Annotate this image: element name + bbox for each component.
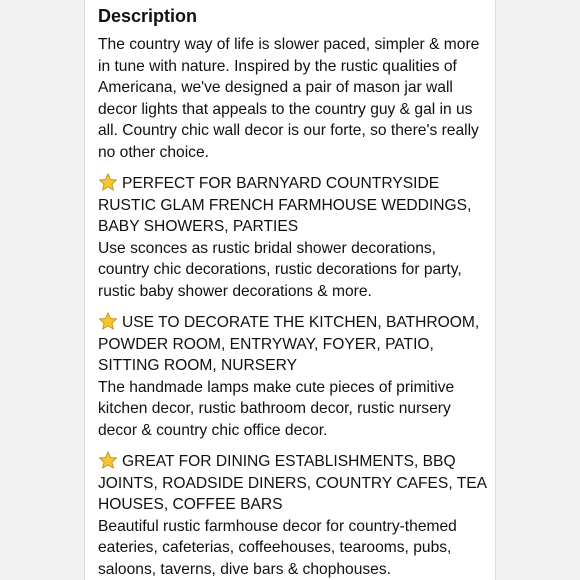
feature-title-text: GREAT FOR DINING ESTABLISHMENTS, BBQ JOINTS, ROADSIDE DINERS, COUNTRY CAFES, TEA HOUSES, COFFEE BARS [98,453,487,513]
description-heading: Description [98,6,198,26]
feature-section [98,173,490,302]
description-intro: The country way of life is slower paced, simpler & more in tune with nature. Inspired by the rustic qualities of Americana, we've designed a pair of mason jar wall decor lights that appeals to the country guy & gal in us all. Country chic wall decor is our forte, so there's really no other choice. [98,36,480,161]
feature-section [98,312,490,441]
description-panel [84,0,496,580]
feature-body: Beautiful rustic farmhouse decor for country-themed eateries, cafeterias, coffeehouses, tearooms, pubs, saloons, taverns, dive bars & chophouses. [98,517,457,578]
feature-section [98,451,490,580]
feature-body: Use sconces as rustic bridal shower decorations, country chic decorations, rustic decorations for party, rustic baby shower decorations & more. [98,239,462,300]
feature-title [98,451,490,516]
feature-body: The handmade lamps make cute pieces of primitive kitchen decor, rustic bathroom decor, rustic nursery decor & country chic office decor. [98,378,455,439]
feature-title-text: USE TO DECORATE THE KITCHEN, BATHROOM, POWDER ROOM, ENTRYWAY, FOYER, PATIO, SITTING ROOM, NURSERY [98,314,480,374]
star-icon [98,451,118,469]
feature-title-text: PERFECT FOR BARNYARD COUNTRYSIDE RUSTIC GLAM FRENCH FARMHOUSE WEDDINGS, BABY SHOWERS, PARTIES [98,175,472,235]
star-icon [98,312,118,330]
description-content [98,4,490,580]
feature-title [98,173,490,238]
star-icon [98,173,118,191]
feature-title [98,312,490,377]
